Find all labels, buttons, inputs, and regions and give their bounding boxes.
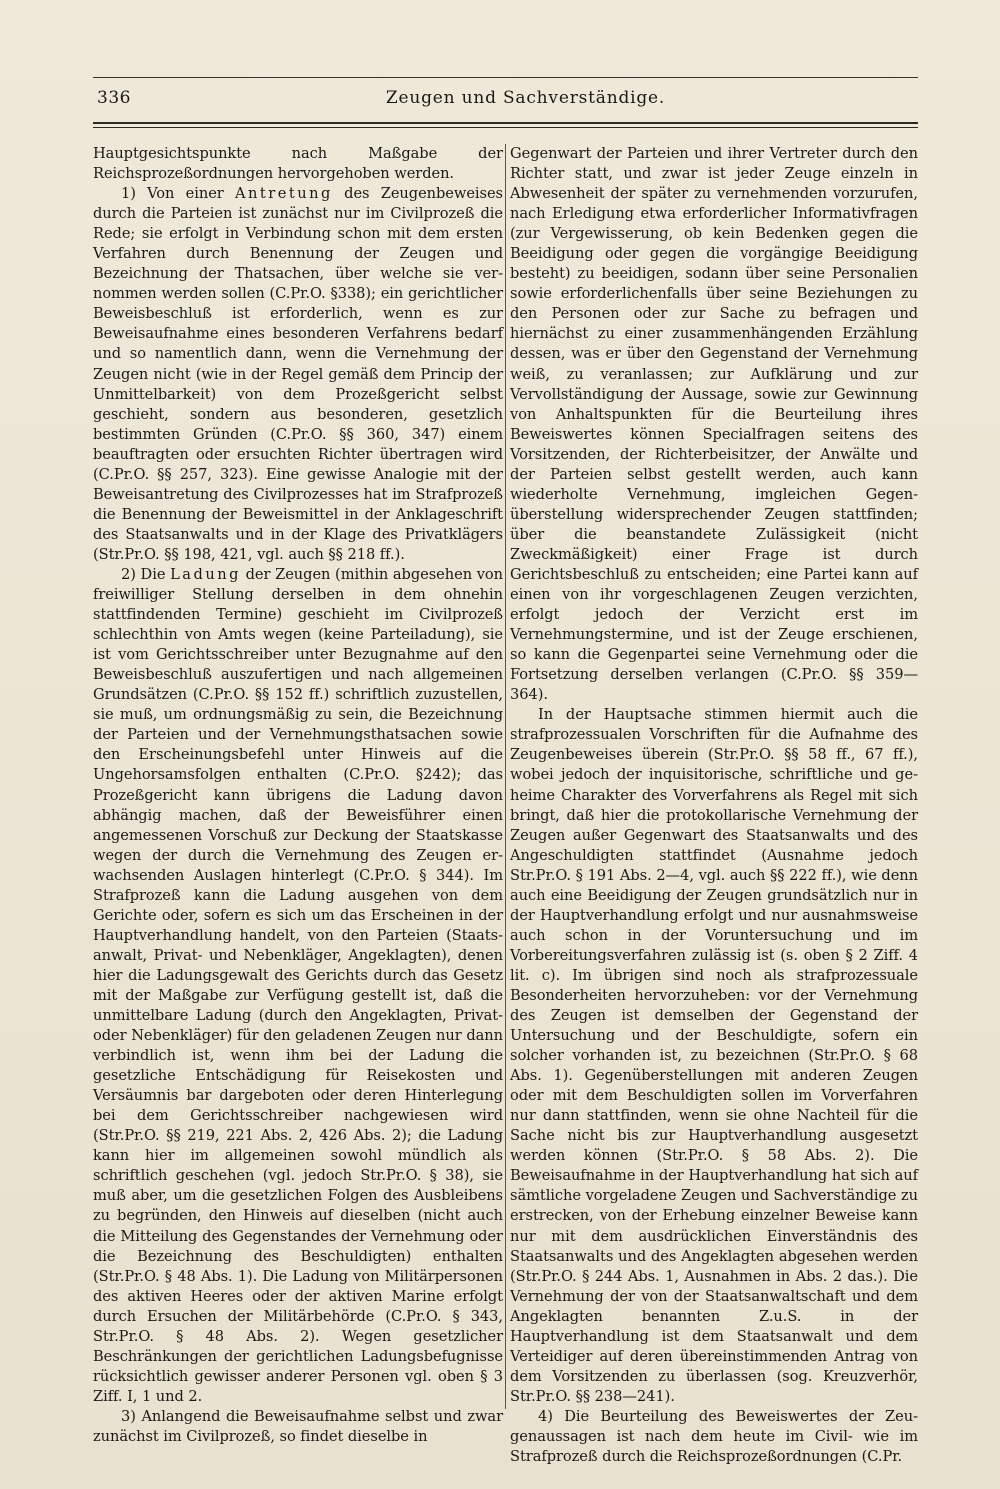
paragraph: Gegenwart der Parteien und ihrer Vertreter durch den Richter statt, und zwar ist jeder Zeuge einzeln in Abwesenheit der später zu vernehmenden vorzurufen, nach Erledigung etwa erforderlicher Informativfragen (zur Vergewisserung, ob kein Bedenken gegen die Beeidigung oder gegen die vorgängige Beeidigung besteht) zu beeidigen, sodann über seine Personalien sowie erforderlichenfalls über seine Beziehungen zu den Personen oder zur Sache zu befragen und hiernächst zu einer zusammenhängenden Erzählung dessen, was er über den Gegenstand der Vernehmung weiß, zu veranlassen; zur Aufklärung und zur Vervollständigung der Aussage, sowie zur Gewinnung von Anhaltspunkten für die Beurteilung ihres Beweiswertes können Specialfragen seitens des Vorsitzenden, der Richterbeisitzer, der Anwälte und der Parteien selbst gestellt werden, auch kann wiederholte Vernehmung, imgleichen Gegenüberstellung widersprechender Zeugen stattfinden; über die beanstandete Zulässigkeit (nicht Zweckmäßigkeit) einer Frage ist durch Gerichtsbeschluß zu entscheiden; eine Partei kann auf einen von ihr vorgeschlagenen Zeugen verzichten, erfolgt jedoch der Verzicht erst im Vernehmungstermine, und ist der Zeuge erschienen, so kann die Gegenpartei seine Vernehmung oder die Fortsetzung derselben verlangen (C.Pr.O. §§ 359—364). xyxy=(510,145,918,704)
paragraph-text: des Zeugenbeweises durch die Parteien ist zunächst nur im Civilprozeß die Rede; sie erfolgt in Verbindung schon mit dem ersten Verfahren durch Benennung der Zeugen und Bezeichnung der Thatsachen, über welche sie vernommen werden sollen (C.Pr.O. §338); ein gerichtlicher Beweisbeschluß ist erforderlich, wenn es zur Beweisaufnahme eines besonderen Verfahrens bedarf und so namentlich dann, wenn die Vernehmung der Zeugen nicht (wie in der Regel gemäß dem Princip der Unmittelbarkeit) von dem Prozeßgericht selbst geschieht, sondern aus besonderen, gesetzlich bestimmten Gründen (C.Pr.O. §§ 360, 347) einem beauftragten oder ersuchten Richter übertragen wird (C.Pr.O. §§ 257, 323). Eine gewisse Analogie mit der Beweisantretung des Civilprozesses hat im Strafprozeß die Benennung der Beweismittel in der Anklageschrift des Staatsanwalts und in der Klage des Privatklägers (Str.Pr.O. §§ 198, 421, vgl. auch §§ 218 ff.). xyxy=(93,185,503,563)
header-double-rule xyxy=(93,122,918,128)
paragraph-text: der Zeugen (mithin abgesehen von freiwilliger Stellung derselben in dem ohnehin stattfindenden Termine) geschieht im Civilprozeß schlechthin von Amts wegen (keine Parteiladung), sie ist vom Gerichtsschreiber unter Bezugnahme auf den Beweisbeschluß auszufertigen und nach allgemeinen Grundsätzen (C.Pr.O. §§ 152 ff.) schriftlich zuzustellen, sie muß, um ordnungsmäßig zu sein, die Bezeichnung der Parteien und der Vernehmungsthatsachen sowie den Erscheinungsbefehl unter Hinweis auf die Ungehorsamsfolgen enthalten (C.Pr.O. §242); das Prozeßgericht kann übrigens die Ladung davon abhängig machen, daß der Beweisführer einen angemessenen Vorschuß zur Deckung der Staatskasse wegen der durch die Vernehmung des Zeugen erwachsenden Auslagen hinterlegt (C.Pr.O. § 344). Im Strafprozeß kann die Ladung ausgehen von dem Gerichte oder, sofern es sich um das Erscheinen in der Hauptverhandlung handelt, von den Parteien (Staatsanwalt, Privat- und Nebenkläger, Angeklagten), denen hier die Ladungsgewalt des Gerichts durch das Gesetz mit der Maßgabe zur Verfügung gestellt ist, daß die unmittelbare Ladung (durch den Angeklagten, Privat- oder Nebenkläger) für den geladenen Zeugen nur dann verbindlich ist, wenn ihm bei der Ladung die gesetzliche Entschädigung für Reisekosten und Versäumnis bar dargeboten oder deren Hinterlegung bei dem Gerichtsschreiber nachgewiesen wird (Str.Pr.O. §§ 219, 221 Abs. 2, 426 Abs. 2); die Ladung kann hier im allgemeinen sowohl mündlich als schriftlich geschehen (vgl. jedoch Str.Pr.O. § 38), sie muß aber, um die gesetzlichen Folgen des Ausbleibens zu begründen, den Hinweis auf dieselben (nicht auch die Mitteilung des Gegenstandes der Vernehmung oder die Bezeichnung des Beschuldigten) enthalten (Str.Pr.O. § 48 Abs. 1). Die Ladung von Militärpersonen des aktiven Heeres oder der aktiven Marine erfolgt durch Ersuchen der Militärbehörde (C.Pr.O. § 343, Str.Pr.O. § 48 Abs. 2). Wegen gesetzlicher Beschränkungen der gerichtlichen Ladungsbefugnisse rücksichtlich gewisser anderer Personen vgl. oben § 3 Ziff. I, 1 und 2. xyxy=(93,565,503,1405)
paragraph: In der Hauptsache stimmen hiermit auch die strafprozessualen Vorschriften für die Aufnahme des Zeugenbeweises überein (Str.Pr.O. §§ 58 ff., 67 ff.), wobei jedoch der inquisitorische, schriftliche und geheime Charakter des Vorverfahrens als Regel mit sich bringt, daß hier die protokollarische Vernehmung der Zeugen außer Gegenwart des Staatsanwalts und des Angeschuldigten stattfindet (Ausnahme jedoch Str.Pr.O. § 191 Abs. 2—4, vgl. auch §§ 222 ff.), wie denn auch eine Beeidigung der Zeugen grundsätzlich nur in der Hauptverhandlung erfolgt und nur ausnahmsweise auch schon in der Voruntersuchung und im Vorbereitungsverfahren zulässig ist (s. oben § 2 Ziff. 4 lit. c). Im übrigen sind noch als strafprozessuale Besonderheiten hervorzuheben: vor der Vernehmung des Zeugen ist demselben der Gegenstand der Untersuchung und der Beschuldigte, sofern ein solcher vorhanden ist, zu bezeichnen (Str.Pr.O. § 68 Abs. 1). Gegenüberstellungen mit anderen Zeugen oder mit dem Beschuldigten sollen im Vorverfahren nur dann stattfinden, wenn sie ohne Nachteil für die Sache nicht bis zur Hauptverhandlung ausgesetzt werden können (Str.Pr.O. § 58 Abs. 2). Die Beweisaufnahme in der Hauptverhandlung hat sich auf sämtliche vorgeladene Zeugen und Sachverständige zu erstrecken, von der Erhebung einzelner Beweise kann nur mit dem ausdrücklichen Einverständnis des Staatsanwalts und des Angeklagten abgesehen werden (Str.Pr.O. § 244 Abs. 1, Ausnahmen in Abs. 2 das.). Die Vernehmung der von der Staatsanwaltschaft und dem Angeklagten benannten Z.u.S. in der Hauptverhandlung ist dem Staatsanwalt und dem Verteidiger auf deren übereinstimmenden Antrag von dem Vorsitzenden zu überlassen (sog. Kreuzverhör, Str.Pr.O. §§ 238—241). xyxy=(510,706,918,1405)
emphasized-term: Antretung xyxy=(234,185,333,203)
paragraph-text: 1) Von einer xyxy=(121,185,235,203)
right-column xyxy=(510,144,918,1467)
paragraph xyxy=(93,565,503,1407)
left-column xyxy=(93,144,503,1447)
paragraph: 4) Die Beurteilung des Beweiswertes der Zeugenaussagen ist nach dem heute im Civil- wie im Strafprozeß durch die Reichsprozeßordnungen (C.Pr. xyxy=(510,1407,918,1466)
emphasized-term: Ladung xyxy=(170,565,241,583)
column-divider xyxy=(505,144,506,1409)
paragraph-text: 2) Die xyxy=(121,565,171,583)
running-title: Zeugen und Sachverständige. xyxy=(385,88,666,108)
paragraph xyxy=(93,184,503,565)
paragraph: Hauptgesichtspunkte nach Maßgabe der Reichsprozeßordnungen hervorgehoben werden. xyxy=(93,145,503,183)
top-rule xyxy=(93,77,918,78)
page-number: 336 xyxy=(97,88,131,108)
page-header xyxy=(93,84,918,120)
paragraph: 3) Anlangend die Beweisaufnahme selbst und zwar zunächst im Civilprozeß, so findet dieselbe in xyxy=(93,1407,503,1445)
